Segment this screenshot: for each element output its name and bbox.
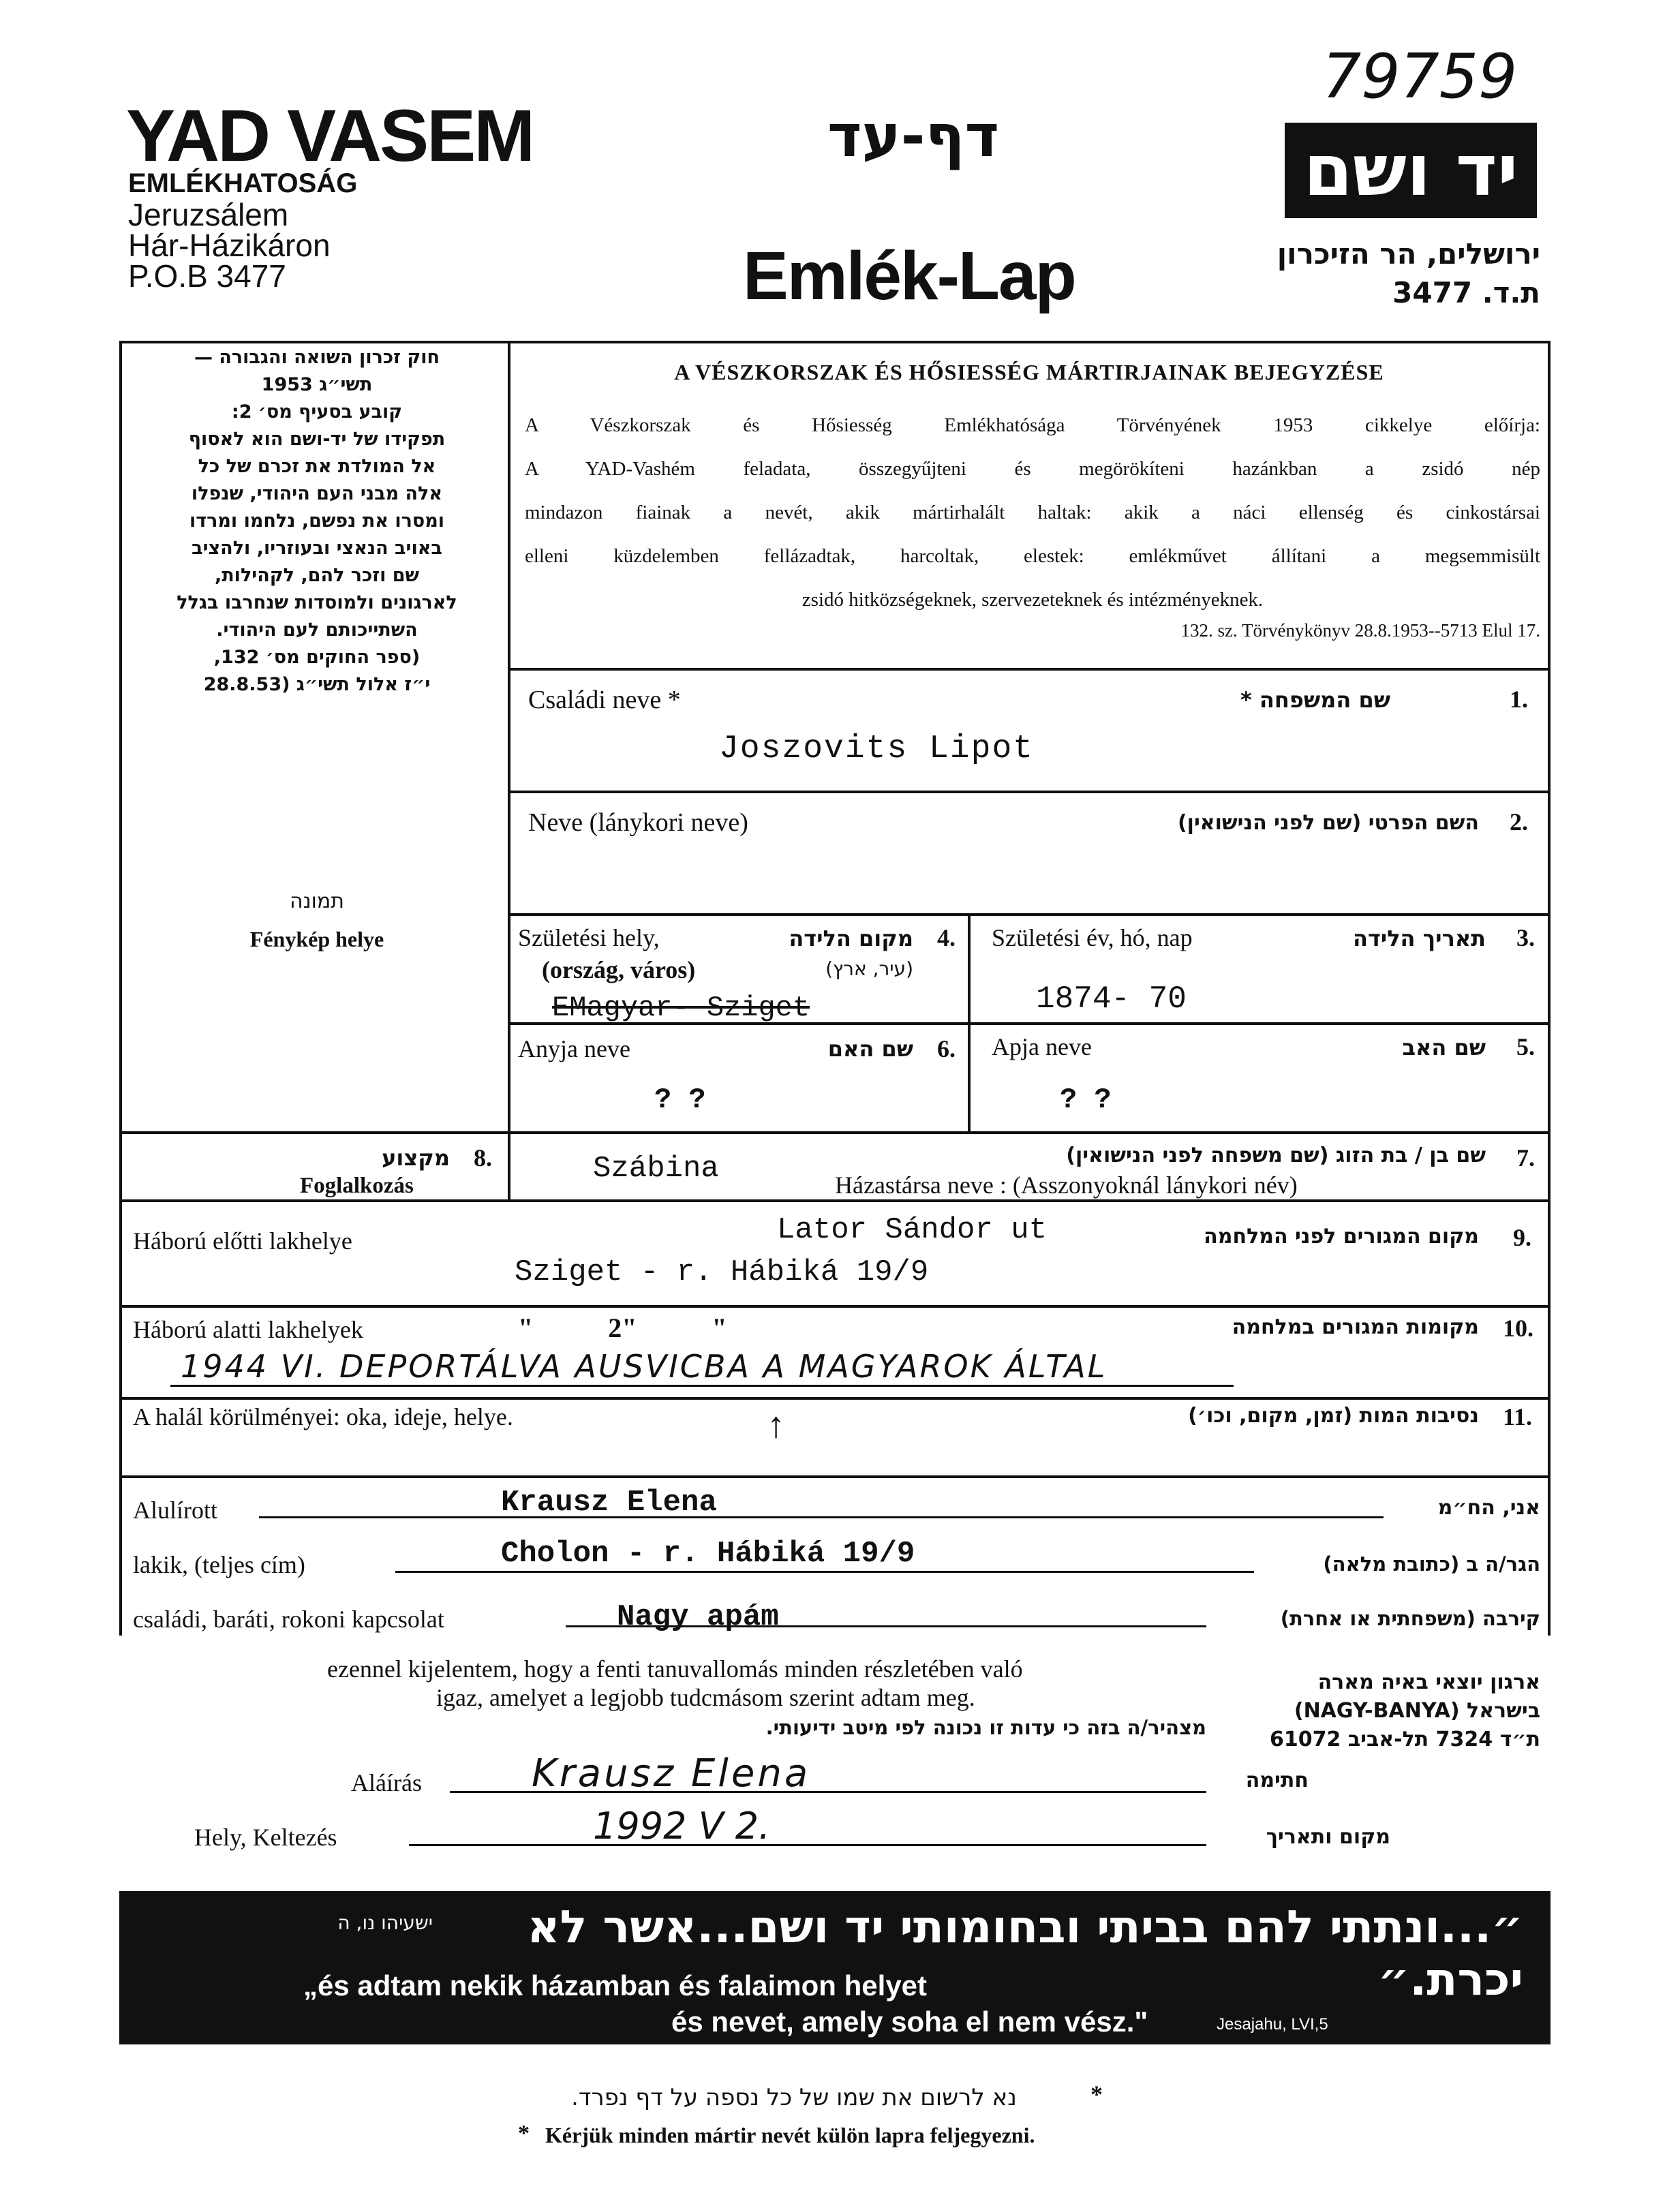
signature-label-hebrew: חתימה: [1245, 1768, 1309, 1792]
intro-line: A Vészkorszak és Hősiesség Emlékhatósága Törvényének 1953 cikkelye előírja:: [525, 414, 1540, 436]
field-number: 3.: [1516, 924, 1535, 951]
birth-place-label: Születési hely,: [518, 924, 660, 951]
footer-asterisk: *: [1090, 2081, 1103, 2108]
declarant-name-label: Alulírott: [133, 1497, 217, 1524]
declarant-name-value[interactable]: Krausz Elena: [501, 1486, 717, 1520]
field-number: 1.: [1510, 686, 1528, 713]
birth-date-label-hebrew: תאריך הלידה: [1352, 925, 1486, 951]
birth-date-value[interactable]: 1874- 70: [1036, 981, 1187, 1017]
law-line: באויב הנאצי ובעוזריו, ולהציב: [192, 538, 442, 559]
org-subtitle: EMLÉKHATOSÁG: [128, 168, 358, 198]
law-line: לארגונים ולמוסדות שנחרבו בגלל: [177, 592, 457, 613]
law-line: אלה מבני העם היהודי, שנפלו: [191, 483, 443, 504]
org-pob-hebrew: ת.ד. 3477: [1392, 276, 1540, 309]
address-label-hebrew: הגר/ה ב (כתובת מלאה): [1323, 1552, 1540, 1576]
death-circumstances-label: A halál körülményei: oka, ideje, helye.: [133, 1403, 513, 1430]
title-hebrew: דף-עד: [827, 102, 1000, 170]
field-number: 4.: [937, 924, 956, 951]
death-circumstances-label-hebrew: נסיבות המות (זמן, מקום, וכו׳): [1188, 1404, 1479, 1428]
field-number: 2.: [1510, 808, 1528, 835]
address-value[interactable]: Cholon - r. Hábiká 19/9: [501, 1537, 915, 1571]
birth-place-sublabel-hebrew: (עיר, ארץ): [825, 957, 913, 980]
law-line: השתייכותם לעם היהודי.: [216, 619, 418, 641]
field-number: 7.: [1516, 1144, 1535, 1171]
signature-label: Aláírás: [351, 1769, 422, 1796]
wartime-residence-value[interactable]: 1944 VI. DEPORTÁLVA AUSVICBA A MAGYAROK ÁLTAL: [181, 1348, 1108, 1385]
father-name-value[interactable]: ? ?: [1060, 1084, 1112, 1116]
banner-ref-hebrew: ישעיהו נו, ה: [337, 1912, 433, 1934]
birth-place-label-hebrew: מקום הלידה: [789, 925, 913, 951]
intro-line: elleni küzdelemben fellázadtak, harcoltak, elestek: emlékművet állítani a megsemmisült: [525, 545, 1540, 567]
occupation-label-hebrew: מקצוע: [382, 1145, 450, 1171]
mother-name-value[interactable]: ? ?: [654, 1084, 706, 1116]
photo-label: Fénykép helye: [249, 927, 384, 951]
mother-name-label: Anyja neve: [518, 1035, 630, 1062]
law-line: אל המולדת את זכרם של כל: [198, 456, 436, 477]
occupation-label: Foglalkozás: [300, 1174, 414, 1198]
relationship-value[interactable]: Nagy apám: [617, 1600, 779, 1634]
father-name-label: Apja neve: [992, 1033, 1092, 1060]
prewar-residence-label: Háború előtti lakhelye: [133, 1227, 352, 1255]
family-name-value[interactable]: Joszovits Lipot: [719, 731, 1035, 767]
law-line: קובע בסעיף מס׳ 2:: [231, 401, 403, 423]
org-name: YAD VASEM: [126, 94, 534, 177]
footer-note-hebrew: נא לרשום את שמו של כל נספה על דף נפרד.: [571, 2084, 1017, 2111]
declaration-text: igaz, amelyet a legjobb tudcmásom szerint adtam meg.: [436, 1684, 975, 1711]
law-line: תשי״ג 1953: [261, 374, 373, 395]
birth-place-value[interactable]: EMagyar- Sziget: [552, 992, 810, 1024]
prewar-residence-label-hebrew: מקום המגורים לפני המלחמה: [1204, 1225, 1479, 1248]
spouse-name-label-hebrew: שם בן / בת הזוג (שם משפחה לפני הנישואין): [1066, 1144, 1486, 1167]
org-address-hebrew: ירושלים, הר הזיכרון: [1277, 237, 1540, 271]
field-number: 8.: [474, 1144, 492, 1171]
intro-text: [525, 403, 1540, 622]
document-number: 79759: [1322, 41, 1518, 112]
banner-quote-hebrew: ״...ונתתי להם בביתי ובחומותי יד ושם...אשר לא יכרת.״: [527, 1901, 1523, 2006]
signature[interactable]: Krausz Elena: [532, 1751, 811, 1796]
family-name-label-hebrew: שם המשפחה *: [1240, 687, 1390, 713]
org-city: Jeruzsálem: [128, 197, 289, 232]
law-line: שם וזכר להם, לקהילות,: [214, 565, 420, 586]
stamp-line: ת״ד 7324 תל-אביב 61072: [1270, 1728, 1540, 1751]
stamp-line: ארגון יוצאי באיה מארה: [1317, 1670, 1540, 1694]
yad-vashem-logo: יד ושם: [1285, 123, 1537, 218]
org-pob: P.O.B 3477: [128, 258, 286, 294]
law-line: תפקידו של יד-ושם הוא לאסוף: [188, 429, 446, 450]
law-ref-line: (ספר החוקים מס׳ 132,: [213, 647, 421, 668]
intro-line: A YAD-Vashém feladata, összegyűjteni és megörökíteni hazánkban a zsidó nép: [525, 458, 1540, 480]
given-name-label-hebrew: השם הפרטי (שם לפני הנישואין): [1177, 811, 1479, 835]
intro-heading: A VÉSZKORSZAK ÉS HŐSIESSÉG MÁRTIRJAINAK BEJEGYZÉSE: [674, 360, 1384, 384]
law-ref-line: י״ז אלול תשי״ג (28.8.53: [203, 674, 431, 695]
family-name-label: Családi neve *: [528, 686, 681, 714]
field-number: 11.: [1503, 1403, 1533, 1430]
arrow-mark: ↑: [767, 1405, 785, 1445]
spouse-name-label: Házastársa neve : (Asszonyoknál lánykori név): [835, 1171, 1298, 1199]
footer-asterisk: *: [518, 2121, 530, 2146]
place-date-label: Hely, Keltezés: [194, 1824, 337, 1851]
prewar-residence-value-2[interactable]: Sziget - r. Hábiká 19/9: [515, 1255, 929, 1289]
father-name-label-hebrew: שם האב: [1402, 1034, 1486, 1060]
quote-banner: [119, 1891, 1551, 2044]
intro-line: mindazon fiainak a nevét, akik mártirhalált haltak: akik a náci ellenség és cinkostársai: [525, 502, 1540, 523]
relationship-label-hebrew: קירבה (משפחתית או אחרת): [1280, 1607, 1540, 1630]
field-number: 6.: [937, 1035, 956, 1062]
relationship-label: családi, baráti, rokoni kapcsolat: [133, 1606, 444, 1633]
place-date-label-hebrew: מקום ותאריך: [1266, 1825, 1390, 1849]
wartime-residence-label-hebrew: מקומות המגורים במלחמה: [1232, 1315, 1479, 1339]
banner-quote-line: „és adtam nekik házamban és falaimon helyet: [303, 1969, 928, 2002]
intro-citation: 132. sz. Törvénykönyv 28.8.1953--5713 Elul 17.: [1180, 620, 1540, 641]
declarant-name-label-hebrew: אני, הח״מ: [1437, 1496, 1540, 1520]
photo-label-hebrew: תמונה: [290, 889, 344, 913]
law-line: חוק זכרון השואה והגבורה —: [194, 347, 440, 368]
stamp-line: בישראל (NAGY-BANYA): [1294, 1699, 1540, 1723]
ditto-marks: " 2" ": [518, 1313, 727, 1343]
banner-quote-line: és nevet, amely soha el nem vész.": [671, 2006, 1148, 2038]
birth-date-label: Születési év, hó, nap: [992, 924, 1193, 951]
org-street: Hár-Házikáron: [128, 228, 331, 263]
field-number: 5.: [1516, 1033, 1535, 1060]
declaration-text: ezennel kijelentem, hogy a fenti tanuvallomás minden részletében való: [327, 1655, 1023, 1683]
declaration-text-hebrew: מצהיר/ה בזה כי עדות זו נכונה לפי מיטב ידיעותי.: [765, 1716, 1206, 1739]
prewar-residence-value-1[interactable]: Lator Sándor ut: [777, 1213, 1048, 1247]
banner-ref: Jesajahu, LVI,5: [1217, 2015, 1328, 2034]
spouse-name-value[interactable]: Szábina: [593, 1152, 719, 1186]
organization-stamp: [1220, 1668, 1540, 1754]
law-line: ומסרו את נפשם, נלחמו ומרדו: [189, 510, 445, 532]
mother-name-label-hebrew: שם האם: [827, 1036, 913, 1062]
place-date-value[interactable]: 1992 V 2.: [593, 1805, 771, 1847]
law-text-hebrew: [133, 344, 501, 699]
field-number: 9.: [1513, 1224, 1531, 1251]
given-name-label: Neve (lánykori neve): [528, 808, 748, 837]
intro-line: zsidó hitközségeknek, szervezeteknek és intézményeknek.: [801, 589, 1264, 611]
wartime-residence-label: Háború alatti lakhelyek: [133, 1316, 363, 1343]
field-number: 10.: [1503, 1315, 1533, 1342]
page-title: Emlék-Lap: [743, 238, 1075, 314]
birth-place-sublabel: (ország, város): [542, 956, 696, 983]
address-label: lakik, (teljes cím): [133, 1551, 305, 1578]
footer-note: Kérjük minden mártir nevét külön lapra feljegyezni.: [545, 2123, 1035, 2147]
